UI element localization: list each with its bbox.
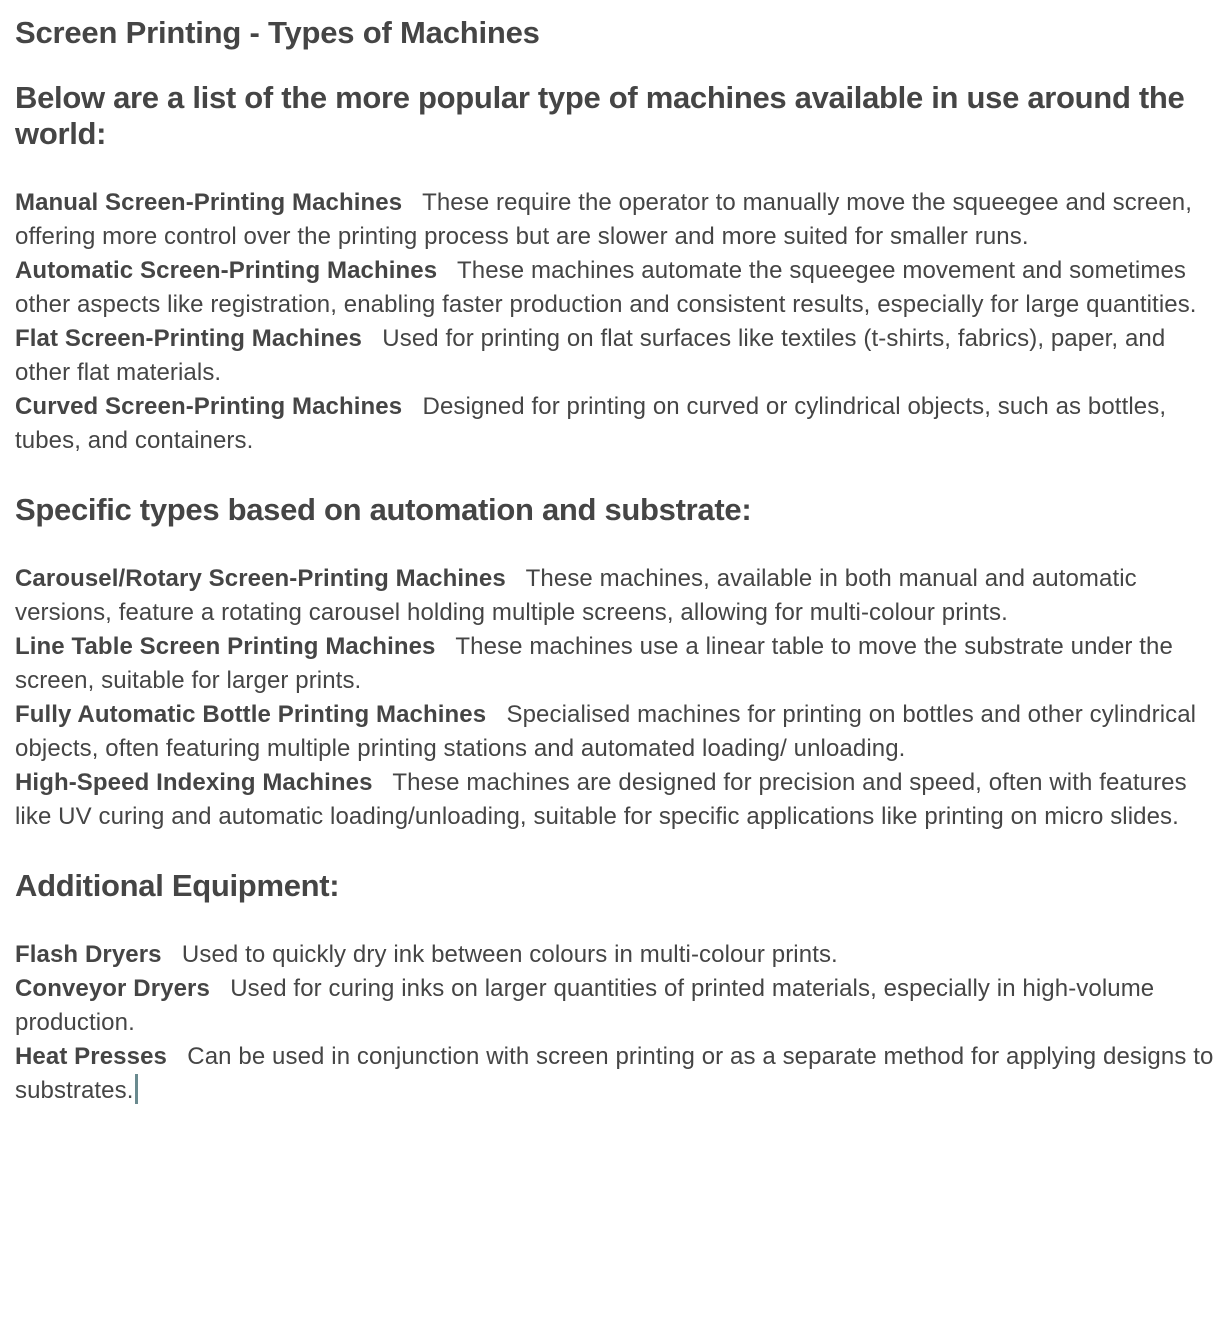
section-popular-machines (15, 80, 1218, 458)
entry-term: Carousel/Rotary Screen-Printing Machines (15, 565, 506, 592)
entry-flash-dryers (15, 938, 1218, 972)
entry-bottle (15, 698, 1218, 766)
entry-curved (15, 390, 1218, 458)
section-additional-equipment (15, 868, 1218, 1108)
section-heading: Specific types based on automation and substrate: (15, 492, 752, 527)
entry-description: Used to quickly dry ink between colours in multi-colour prints. (181, 941, 838, 968)
entry-term: Conveyor Dryers (15, 975, 210, 1002)
document-title: Screen Printing - Types of Machines (15, 15, 540, 50)
entry-description: Used for printing on flat surfaces like textiles (t-shirts, fabrics), paper, and other flat materials. (15, 325, 1166, 386)
entry-description: Can be used in conjunction with screen printing or as a separate method for applying designs to substrates. (15, 1043, 1214, 1104)
entry-term: Heat Presses (15, 1043, 167, 1070)
entry-indexing (15, 766, 1218, 834)
entry-manual (15, 186, 1218, 254)
entry-automatic (15, 254, 1218, 322)
entry-description: Specialised machines for printing on bottles and other cylindrical objects, often featuring multiple printing stations and automated loading/ unloading. (15, 701, 1197, 762)
entry-description: These require the operator to manually move the squeegee and screen, offering more control over the printing process but are slower and more suited for smaller runs. (15, 189, 1192, 250)
entry-heat-presses (15, 1040, 1218, 1108)
entry-term: Flash Dryers (15, 941, 162, 968)
entry-conveyor-dryers (15, 972, 1218, 1040)
entry-description: Designed for printing on curved or cylindrical objects, such as bottles, tubes, and containers. (15, 393, 1167, 454)
section-heading: Below are a list of the more popular type of machines available in use around the world: (15, 80, 1185, 151)
entry-flat (15, 322, 1218, 390)
entry-term: Line Table Screen Printing Machines (15, 633, 436, 660)
entry-term: Flat Screen-Printing Machines (15, 325, 362, 352)
entry-term: Fully Automatic Bottle Printing Machines (15, 701, 487, 728)
entry-carousel (15, 562, 1218, 630)
section-heading: Additional Equipment: (15, 868, 340, 903)
entry-term: Automatic Screen-Printing Machines (15, 257, 438, 284)
entry-description: These machines are designed for precision and speed, often with features like UV curing and automatic loading/unloading, suitable for specific applications like printing on micro slides. (15, 769, 1187, 830)
entry-description: Used for curing inks on larger quantities of printed materials, especially in high-volume production. (15, 975, 1155, 1036)
entry-description: These machines, available in both manual and automatic versions, feature a rotating carousel holding multiple screens, allowing for multi-colour prints. (15, 565, 1137, 626)
entry-term: Curved Screen-Printing Machines (15, 393, 403, 420)
entry-term: Manual Screen-Printing Machines (15, 189, 403, 216)
entry-description: These machines use a linear table to move the substrate under the screen, suitable for larger prints. (15, 633, 1173, 694)
entry-description: These machines automate the squeegee movement and sometimes other aspects like registration, enabling faster production and consistent results, especially for large quantities. (15, 257, 1197, 318)
entry-line-table (15, 630, 1218, 698)
text-cursor (135, 1074, 138, 1104)
section-specific-types (15, 492, 1218, 834)
entry-term: High-Speed Indexing Machines (15, 769, 373, 796)
